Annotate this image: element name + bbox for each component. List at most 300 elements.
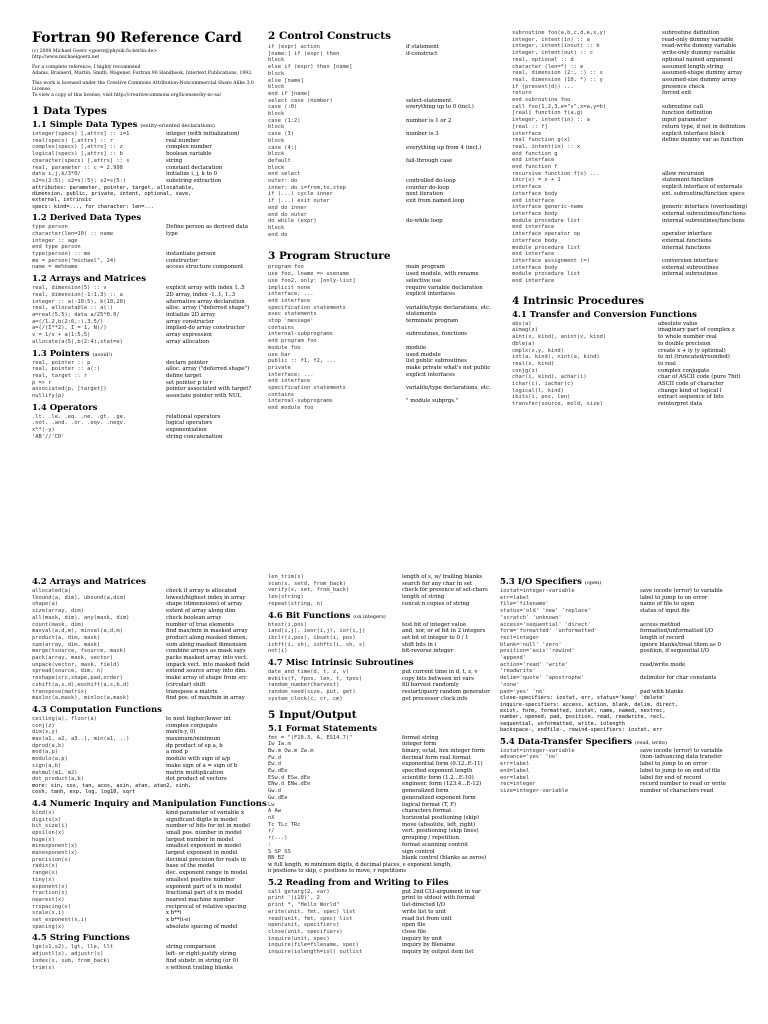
code-cell: maxexponent(x) xyxy=(32,850,78,857)
code-cell: cshift(a,s,d),eoshift(a,s,b,d) xyxy=(32,681,130,688)
table-row xyxy=(512,97,764,104)
ref-table xyxy=(32,810,268,931)
description-cell: array allocation xyxy=(166,338,210,345)
description-cell: largest exponent in model xyxy=(166,850,238,857)
table-row xyxy=(512,124,764,131)
code-cell: complex(specs) [,attrs] :: z xyxy=(32,144,123,151)
code-cell: rrspacing(x) xyxy=(32,903,71,910)
code-cell: bit_size(i) xyxy=(32,823,68,830)
close-specifiers: close-specifiers: iostat, err, status='keep' 'delete' xyxy=(500,695,666,702)
code-cell: p => r xyxy=(32,379,52,386)
table-row xyxy=(500,748,764,755)
description-cell: explicit interfaces xyxy=(406,371,456,378)
table-row xyxy=(32,655,268,662)
description-cell: number of bits for int in model xyxy=(166,823,250,830)
description-cell: function definition xyxy=(662,110,713,117)
description-cell: return type, if not in definition xyxy=(662,123,746,130)
table-row xyxy=(512,381,764,388)
table-row xyxy=(32,965,268,972)
description-cell: format string xyxy=(402,734,439,741)
description-cell: generic interface (overloading) xyxy=(662,204,748,211)
description-cell: pointer associated with target? xyxy=(166,386,252,393)
section-title: 1 Data Types xyxy=(32,105,107,117)
attributes-note: external, intrinsic xyxy=(32,197,92,204)
code-cell: s2=s(2:5); s2=s(:5); s2=s(5:) xyxy=(32,177,127,184)
description-cell: internal subroutines xyxy=(662,271,718,278)
code-cell: inquire(iolength=iol) outlist xyxy=(268,949,363,956)
code-cell: dprod(a,b) xyxy=(32,742,65,749)
table-row xyxy=(32,231,268,238)
table-row xyxy=(32,588,268,595)
table-row xyxy=(32,877,268,884)
table-row xyxy=(512,198,764,205)
code-cell: end=label xyxy=(500,767,530,774)
table-row xyxy=(32,837,268,844)
table-row xyxy=(268,835,498,842)
inquire-specifiers: sequential, unformatted, write, iolength xyxy=(500,720,625,727)
code-cell: module foo xyxy=(268,344,301,351)
code-cell: print '(i10)', 2 xyxy=(268,895,320,902)
code-cell: end interface xyxy=(512,224,555,231)
description-cell: find pos. of max/min in array xyxy=(166,695,245,702)
table-row xyxy=(512,224,764,231)
table-row xyxy=(500,635,764,642)
specs-note: specs: kind=..., for character: len=... xyxy=(32,203,154,210)
description-cell: alloc. array ("deferred shape") xyxy=(166,305,250,312)
description-cell: and, xor, or of bit in 2 integers xyxy=(402,628,486,635)
code-cell: block xyxy=(268,124,285,131)
code-cell: real, parameter :: c = 2.998 xyxy=(32,164,123,171)
description-cell: label to jump to on error xyxy=(640,594,708,601)
table-row xyxy=(32,420,268,427)
table-row xyxy=(512,368,764,375)
table-row xyxy=(512,278,764,285)
table-row xyxy=(32,675,268,682)
code-cell: Gw.dEe xyxy=(268,794,288,801)
table-row xyxy=(32,332,268,339)
description-cell: (circular) shift xyxy=(166,681,206,688)
ref-table xyxy=(268,669,498,703)
table-row xyxy=(500,628,764,635)
format-legend: w full length, m minimum digits, d decimal places, e exponent length, xyxy=(268,861,452,868)
description-cell: shift bits in i xyxy=(402,641,437,648)
table-row xyxy=(32,171,268,178)
description-cell: s without trailing blanks xyxy=(166,964,233,971)
code-cell: a=(/(I**2), I = 1, N)/) xyxy=(32,325,107,332)
code-cell: modulo(a,p) xyxy=(32,756,68,763)
table-row xyxy=(500,588,764,595)
table-row xyxy=(32,165,268,172)
code-cell: interface body xyxy=(512,210,558,217)
description-cell: access method xyxy=(640,621,681,628)
table-row xyxy=(512,64,764,71)
description-cell: transpose a matrix xyxy=(166,688,218,695)
code-cell: block xyxy=(268,224,285,231)
description-cell: used module, with rename xyxy=(406,271,479,278)
table-row xyxy=(32,601,268,608)
table-row xyxy=(512,374,764,381)
description-cell: explicit array with index 1..5 xyxy=(166,285,245,292)
table-row xyxy=(32,662,268,669)
code-cell: end type person xyxy=(32,244,81,251)
table-row xyxy=(512,265,764,272)
table-row xyxy=(32,870,268,877)
table-row xyxy=(32,339,268,346)
table-row xyxy=(32,736,268,743)
description-cell: open file xyxy=(402,922,426,929)
copyright: (c) 2008 Michael Goerz <goerz@physik.fu-berlin.de> xyxy=(32,49,158,54)
code-cell: interface; ... xyxy=(268,371,314,378)
description-cell: left- or right-justify string xyxy=(166,951,237,958)
description-cell: define dummy var as function xyxy=(662,137,744,144)
code-cell: incr(x) = x + 1 xyxy=(512,177,561,184)
description-cell: imaginary part of complex z xyxy=(658,327,735,334)
code-cell: unpack(vector, mask, field) xyxy=(32,661,120,668)
table-row xyxy=(32,817,268,824)
author-url[interactable]: http://www.michaelgoerz.net xyxy=(32,55,100,60)
code-cell: logical(l, kind) xyxy=(512,387,564,394)
description-cell: search for any char in set xyxy=(402,580,472,587)
code-cell: spread(source, dim, n) xyxy=(32,668,104,675)
table-row xyxy=(512,327,764,334)
code-cell: real, dimension(5) :: v xyxy=(32,285,107,292)
description-cell: absolute spacing of model xyxy=(166,923,238,930)
code-cell: inquire(unit, spec) xyxy=(268,935,330,942)
ref-table xyxy=(32,131,268,185)
code-cell: real, allocatable :: a(:) xyxy=(32,305,114,312)
code-cell: size(array, dim) xyxy=(32,608,84,615)
subsection-title: 1.2 Arrays and Matrices xyxy=(32,274,146,285)
table-row xyxy=(500,675,764,682)
code-cell: kind(x) xyxy=(32,809,55,816)
code-cell: pack(array, mask, vector) xyxy=(32,655,114,662)
column-1-top xyxy=(32,30,268,441)
table-row xyxy=(32,695,268,702)
table-row xyxy=(268,808,498,815)
table-row xyxy=(32,648,268,655)
ref-table xyxy=(32,360,268,400)
table-row xyxy=(32,251,268,258)
code-cell: repeat(string, n) xyxy=(268,600,324,607)
table-row xyxy=(268,889,498,896)
table-row xyxy=(32,749,268,756)
table-row xyxy=(268,949,498,956)
code-cell: return xyxy=(512,90,532,97)
page-title: Fortran 90 Reference Card xyxy=(32,30,242,46)
description-cell: change kind of logical l xyxy=(658,387,722,394)
description-cell: assumed-size dummy array xyxy=(662,76,737,83)
table-row xyxy=(512,131,764,138)
description-cell: maximum/minimum xyxy=(166,736,221,743)
description-cell: check if array is allocated xyxy=(166,588,237,594)
table-row xyxy=(32,393,268,400)
code-cell: status='old' 'new' 'replace' xyxy=(500,608,591,615)
table-row xyxy=(512,37,764,44)
code-cell: if (present(d)) ... xyxy=(512,83,574,90)
description-cell: to next higher/lower int xyxy=(166,715,231,722)
code-cell: else [name] xyxy=(268,77,304,84)
attributes-note: dimension, public, private, intent, optional, save, xyxy=(32,191,192,198)
section-title: 2 Control Constructs xyxy=(268,30,392,42)
code-cell: conjg(z) xyxy=(512,367,538,374)
description-cell: boolean variable xyxy=(166,151,212,158)
code-cell: lbound(a, dim), ubound(a,dim) xyxy=(32,594,127,601)
description-cell: absolute value xyxy=(658,320,698,327)
table-row xyxy=(512,231,764,238)
code-cell: int(a, kind), nint(a, kind) xyxy=(512,354,600,361)
code-cell: radix(x) xyxy=(32,863,58,870)
table-row xyxy=(32,944,268,951)
code-cell: real, pointer :: a(:) xyxy=(32,366,101,373)
table-row xyxy=(32,608,268,615)
description-cell: nearest machine number xyxy=(166,896,235,903)
table-row xyxy=(512,117,764,124)
description-cell: alloc. array ("deferred shape") xyxy=(166,366,250,373)
code-cell: interface body xyxy=(512,237,558,244)
code-cell: block xyxy=(268,151,285,158)
ref-table xyxy=(32,414,268,441)
table-row xyxy=(32,958,268,965)
description-cell: real number xyxy=(166,137,200,144)
table-row xyxy=(512,341,764,348)
table-row xyxy=(268,849,498,856)
code-cell: logical(specs) [,attrs] :: b xyxy=(32,151,123,158)
code-cell: maxval(a,d,m), minval(a,d,m) xyxy=(32,628,123,635)
table-row xyxy=(32,904,268,911)
table-row xyxy=(268,895,498,902)
column-3-top xyxy=(512,30,764,408)
description-cell: explicit interface of externals xyxy=(662,184,743,191)
code-cell: integer :: age xyxy=(32,237,78,244)
description-cell: dp product of sp a, b xyxy=(166,742,223,749)
subsection-title: 5.2 Reading from and Writing to Files xyxy=(268,877,449,888)
table-row xyxy=(512,251,764,258)
code-cell: 'none' xyxy=(500,681,520,688)
code-cell: nearest(x) xyxy=(32,896,65,903)
code-cell: err=label xyxy=(500,594,530,601)
description-cell: conversion interface xyxy=(662,257,719,264)
code-cell: exec statements xyxy=(268,311,317,318)
table-row xyxy=(512,258,764,265)
code-cell: transfer(source, mold, size) xyxy=(512,401,603,408)
table-row xyxy=(268,855,498,862)
code-cell: max(a1, a2, a3..), min(a1, ..) xyxy=(32,736,130,743)
code-cell: module procedure list xyxy=(512,244,581,251)
description-cell: char of ASCII code (pure 7bit) xyxy=(658,374,741,381)
description-cell: extend source array into dim. xyxy=(166,668,247,675)
table-row xyxy=(512,238,764,245)
table-row xyxy=(268,929,498,936)
code-cell: stop 'message' xyxy=(268,318,314,325)
table-row xyxy=(32,386,268,393)
description-cell: sign control xyxy=(402,848,435,855)
code-cell: conj(z) xyxy=(32,722,55,729)
description-cell: extent of array along dim xyxy=(166,608,236,615)
description-cell: extract sequence of bits xyxy=(658,394,724,401)
table-row xyxy=(32,642,268,649)
description-cell: number is 1 or 2 xyxy=(406,117,452,124)
subsection-title: 4.7 Misc Intrinsic Subroutines xyxy=(268,658,414,669)
code-cell: use foo2, only: [only-list] xyxy=(268,277,356,284)
description-cell: length of string xyxy=(402,594,445,601)
description-cell: save iocode (error) to variable xyxy=(640,588,723,594)
code-cell: len(string) xyxy=(268,594,304,601)
code-cell: ibclr(i,pos), ibset(i, pos) xyxy=(268,634,356,641)
table-row xyxy=(32,910,268,917)
description-cell: x b**(i-e) xyxy=(166,917,191,924)
table-row xyxy=(512,50,764,57)
description-cell: close file xyxy=(402,928,427,935)
code-cell: end function g xyxy=(512,150,558,157)
description-cell: array constructor xyxy=(166,318,215,325)
section-title: 4 Intrinsic Procedures xyxy=(512,294,645,307)
table-row xyxy=(268,669,498,676)
table-row xyxy=(512,70,764,77)
ref-table xyxy=(268,622,498,656)
code-cell: dble(a) xyxy=(512,340,535,347)
code-cell: nX xyxy=(268,814,275,821)
description-cell: logical format (T, F) xyxy=(402,801,457,808)
code-cell: end if [name] xyxy=(268,90,311,97)
code-cell: advance='yes' 'no' xyxy=(500,754,559,761)
code-cell: merge(tsource, fsource, mask) xyxy=(32,648,127,655)
description-cell: everything up to 0 (incl.) xyxy=(406,104,474,111)
code-cell: block xyxy=(268,57,285,64)
description-cell xyxy=(662,251,764,258)
description-cell: string xyxy=(166,157,183,164)
table-row xyxy=(32,628,268,635)
code-cell: ceiling(a), floor(a) xyxy=(32,715,97,722)
table-row xyxy=(32,729,268,736)
column-2-bottom xyxy=(268,574,498,956)
description-cell: save iocode (error) to variable xyxy=(640,747,723,754)
description-cell: Define person as derived data xyxy=(166,224,248,231)
subsection-title: 4.1 Transfer and Conversion Functions xyxy=(512,309,697,320)
code-cell: case (4:) xyxy=(268,144,298,151)
code-cell: integer(specs) [,attrs] :: i=1 xyxy=(32,131,130,137)
table-row xyxy=(32,830,268,837)
description-cell: to whole number real xyxy=(658,334,717,341)
table-row xyxy=(512,157,764,164)
code-cell: allocate(a(5),b(2:4),stat=e) xyxy=(32,338,123,345)
description-cell: input parameter xyxy=(662,117,707,124)
code-cell: mvbits(f, fpos, len, t, tpos) xyxy=(268,675,363,682)
code-cell: Gw.d xyxy=(268,788,281,795)
table-row xyxy=(32,756,268,763)
code-cell: interface body xyxy=(512,264,558,271)
description-cell: next iteration xyxy=(406,191,444,198)
table-row xyxy=(500,608,764,615)
license-line-1: This work is licensed under the Creative Commons Attribution-Noncommercial-Share Alike 3.0 License. xyxy=(32,81,254,92)
subsection-title: 4.2 Arrays and Matrices xyxy=(32,577,146,587)
code-cell: me = person("michael", 24) xyxy=(32,257,117,264)
description-cell: initialize 2D array xyxy=(166,311,216,318)
code-cell: type person xyxy=(32,224,68,231)
description-cell: number is 3 xyxy=(406,131,439,138)
description-cell: set bit of integer to 0 / 1 xyxy=(402,634,469,641)
description-cell: binary, octal, hex integer form xyxy=(402,747,485,754)
table-row xyxy=(268,909,498,916)
table-row xyxy=(32,810,268,817)
description-cell: 2D array, index -1..1, 1..3 xyxy=(166,291,236,298)
description-cell xyxy=(662,144,764,151)
code-cell: access='sequential' 'direct' xyxy=(500,621,591,628)
code-cell: reshape(src,shape,pad,order) xyxy=(32,675,123,682)
code-cell: recl=integer xyxy=(500,634,539,641)
description-cell: name of file to open xyxy=(640,601,695,608)
description-cell: statements xyxy=(406,311,437,318)
description-cell: make private what's not public xyxy=(406,364,491,371)
code-cell: BN BZ xyxy=(268,855,285,862)
ref-table xyxy=(32,944,268,971)
table-row xyxy=(32,843,268,850)
code-cell: minexponent(x) xyxy=(32,843,78,850)
code-cell: end interface xyxy=(512,251,555,258)
description-cell: associate pointer with NUL xyxy=(166,393,242,400)
table-row xyxy=(500,775,764,782)
description-cell: array expression xyxy=(166,332,212,339)
format-legend: n positions to skip, c positions to move, r repetitions xyxy=(268,868,406,875)
code-cell: action='read' 'write' xyxy=(500,661,569,668)
table-row xyxy=(500,754,764,761)
code-cell: spacing(x) xyxy=(32,923,65,930)
table-row xyxy=(268,768,498,775)
code-cell: len_trim(s) xyxy=(268,574,304,580)
description-cell: put current time in d, t, z, v xyxy=(402,669,478,676)
table-row xyxy=(32,258,268,265)
code-cell: specification statements xyxy=(268,304,346,311)
table-row xyxy=(32,366,268,373)
table-row xyxy=(512,151,764,158)
code-cell: dim(x,y) xyxy=(32,729,58,736)
code-cell: ENw.d ENw.dEe xyxy=(268,781,311,788)
table-row xyxy=(512,43,764,50)
description-cell: get processor clock info xyxy=(402,695,468,702)
table-row xyxy=(268,942,498,949)
table-row xyxy=(32,668,268,675)
description-cell: max(x-y, 0) xyxy=(166,729,196,736)
table-row xyxy=(512,104,764,111)
code-cell: end interface xyxy=(512,157,555,164)
ref-table xyxy=(268,889,498,956)
table-row xyxy=(268,676,498,683)
code-cell: contains xyxy=(268,391,294,398)
table-row xyxy=(512,57,764,64)
code-cell: type(person) :: me xyxy=(32,251,91,258)
description-cell xyxy=(640,615,764,622)
table-row xyxy=(512,164,764,171)
description-cell: assumed length string xyxy=(662,63,724,70)
code-cell: block xyxy=(268,137,285,144)
table-row xyxy=(32,850,268,857)
table-row xyxy=(512,361,764,368)
description-cell: set pointer p to r xyxy=(166,379,213,386)
description-cell: grouping / repetition xyxy=(402,835,459,842)
code-cell: contains xyxy=(268,324,294,331)
code-cell: not(i) xyxy=(268,648,288,655)
table-row xyxy=(512,171,764,178)
code-cell: tiny(x) xyxy=(32,876,55,883)
description-cell: subroutine call xyxy=(662,103,703,110)
description-cell: decimal form real format xyxy=(402,754,471,761)
description-cell: status of input file xyxy=(640,608,690,615)
code-cell: integer, intent(inout) :: b xyxy=(512,43,600,50)
table-row xyxy=(32,151,268,158)
description-cell xyxy=(640,682,764,689)
description-cell: select-statement xyxy=(406,97,452,104)
table-row xyxy=(500,642,764,649)
subsection-title: 1.1 Simple Data Types (entity-oriented declarations) xyxy=(32,120,215,130)
